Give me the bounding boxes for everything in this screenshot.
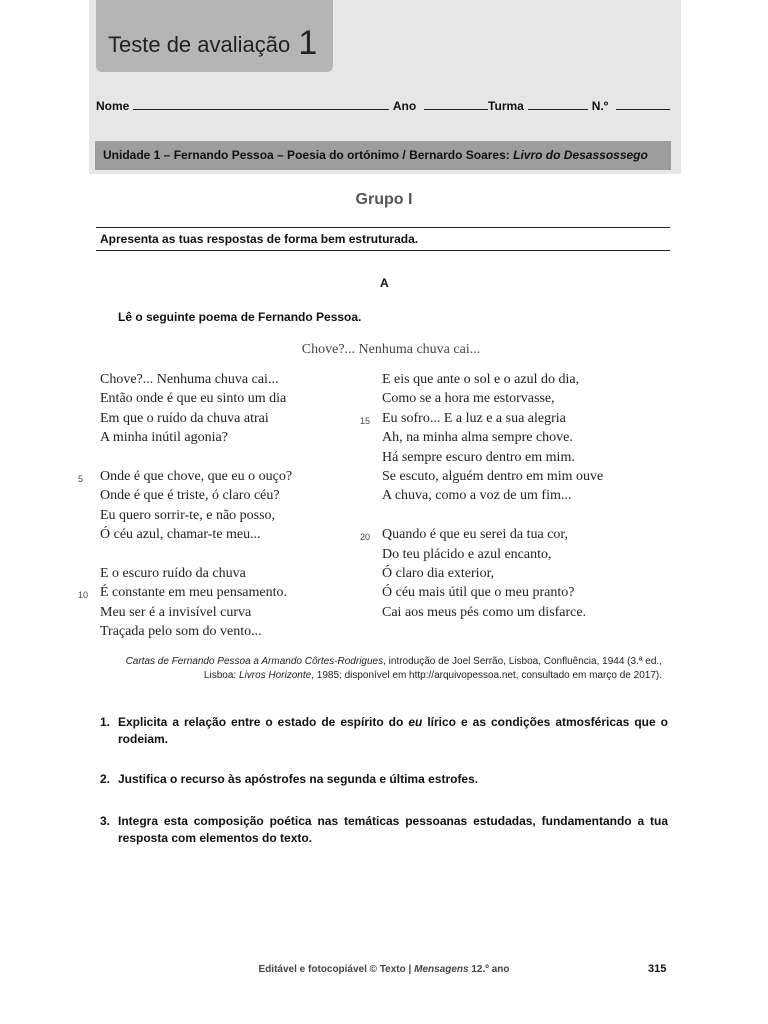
question-text [118,714,668,748]
citation-rest-2: , 1985; disponível em http://arquivopessoa.net, consultado em março de 2017). [311,670,662,681]
footer-suffix: 12.º ano [468,964,510,975]
verse: Eu quero sorrir-te, e não posso, [100,507,276,523]
verse: Há sempre escuro dentro em mim. [382,449,575,465]
verse: Ah, na minha alma sempre chove. [382,430,573,446]
verse: Onde é que é triste, ó claro céu? [100,488,280,504]
section-letter: A [380,276,389,290]
verse: E o escuro ruído da chuva [100,566,246,582]
verse: Se escuto, alguém dentro em mim ouve [382,469,604,485]
question-3 [100,813,668,847]
line-number: 5 [78,474,84,485]
poem-left-column [78,370,293,661]
line-number: 10 [78,590,89,601]
verse: Chove?... Nenhuma chuva cai... [100,372,279,387]
stanza [78,467,293,545]
citation-rest-1: , introdução de Joel Serrão, Lisboa, Confluência, 1944 (3.ª ed., [383,656,662,667]
question-number: 1. [100,715,111,729]
question-text: Integra esta composição poética nas temáticas pessoanas estudadas, fundamentando a tua resposta com elementos do texto. [118,814,668,845]
poem-right-column [360,370,604,642]
verse: A chuva, como a voz de um fim... [382,488,572,504]
question-text-part: Explicita a relação entre o estado de espírito do [118,715,409,729]
student-fields [96,96,670,113]
verse: Cai aos meus pés como um disfarce. [382,604,587,620]
ano-label: Ano [392,99,417,113]
verse: Traçada pelo som do vento... [100,624,262,640]
instruction: Apresenta as tuas respostas de forma bem estruturada. [100,232,419,246]
ano-field[interactable] [424,96,488,110]
nome-field[interactable] [133,96,389,110]
citation-start-2: Lisboa: [203,670,239,681]
unit-bar [95,141,671,170]
page-title [108,24,317,63]
citation [100,655,662,683]
verse: Meu ser é a invisível curva [100,604,252,620]
page-number: 315 [648,963,667,975]
verse: Ó céu mais útil que o meu pranto? [382,585,575,601]
title-label: Teste de avaliação [108,32,291,57]
verse: Ó claro dia exterior, [382,566,495,582]
unit-work: Livro do Desassossego [513,148,648,162]
stanza [360,525,603,622]
citation-work: Cartas de Fernando Pessoa a Armando Côrtes-Rodrigues [125,656,384,667]
verse: Eu sofro... E a luz e a sua alegria 15 [382,409,603,428]
question-text: Justifica o recurso às apóstrofes na segunda e última estrofes. [118,772,479,786]
verse: Quando é que eu serei da tua cor, 20 [382,525,603,544]
unit-label: Unidade 1 – Fernando Pessoa – Poesia do ortónimo / Bernardo Soares: [103,148,510,162]
citation-publisher: Livros Horizonte [238,670,312,681]
line-number: 20 [360,532,371,543]
poem-title: Chove?... Nenhuma chuva cai... [301,342,481,357]
verse: E eis que ante o sol e o azul do dia, [382,372,580,387]
verse: Onde é que chove, que eu o ouço? 5 [100,467,292,486]
nome-label: Nome [96,99,130,113]
citation-line-1 [100,655,662,669]
verse: Então onde é que eu sinto um dia [100,391,287,407]
line-number: 15 [360,415,371,426]
verse: Em que o ruído da chuva atrai [100,410,269,426]
verse: Do teu plácido e azul encanto, [382,546,552,562]
title-number: 1 [298,24,318,62]
question-number: 2. [100,772,111,786]
turma-field[interactable] [528,96,588,110]
stanza [100,370,292,448]
verse: A minha inútil agonia? [100,430,228,446]
divider-bottom [96,250,670,251]
verse: Ó céu azul, chamar-te meu... [100,527,261,543]
group-title: Grupo I [355,191,413,208]
numero-field[interactable] [616,96,670,110]
intro-text: Lê o seguinte poema de Fernando Pessoa. [118,310,362,324]
question-text-part: lírico e as condições atmosféricas que o rodeiam. [118,715,668,746]
footer-book: Mensagens [414,964,469,975]
stanza [360,370,604,506]
citation-line-2 [100,669,662,683]
footer-prefix: Editável e fotocopiável © Texto | [258,964,415,975]
question-2 [100,771,668,788]
numero-label: N.º [591,99,609,113]
turma-label: Turma [488,99,524,113]
question-emphasis: eu [408,715,423,729]
divider-top [96,227,670,228]
verse: Como se a hora me estorvasse, [382,391,555,407]
question-number: 3. [100,814,111,828]
stanza [78,564,292,642]
verse: É constante em meu pensamento. 10 [100,583,292,602]
question-1 [100,714,668,748]
